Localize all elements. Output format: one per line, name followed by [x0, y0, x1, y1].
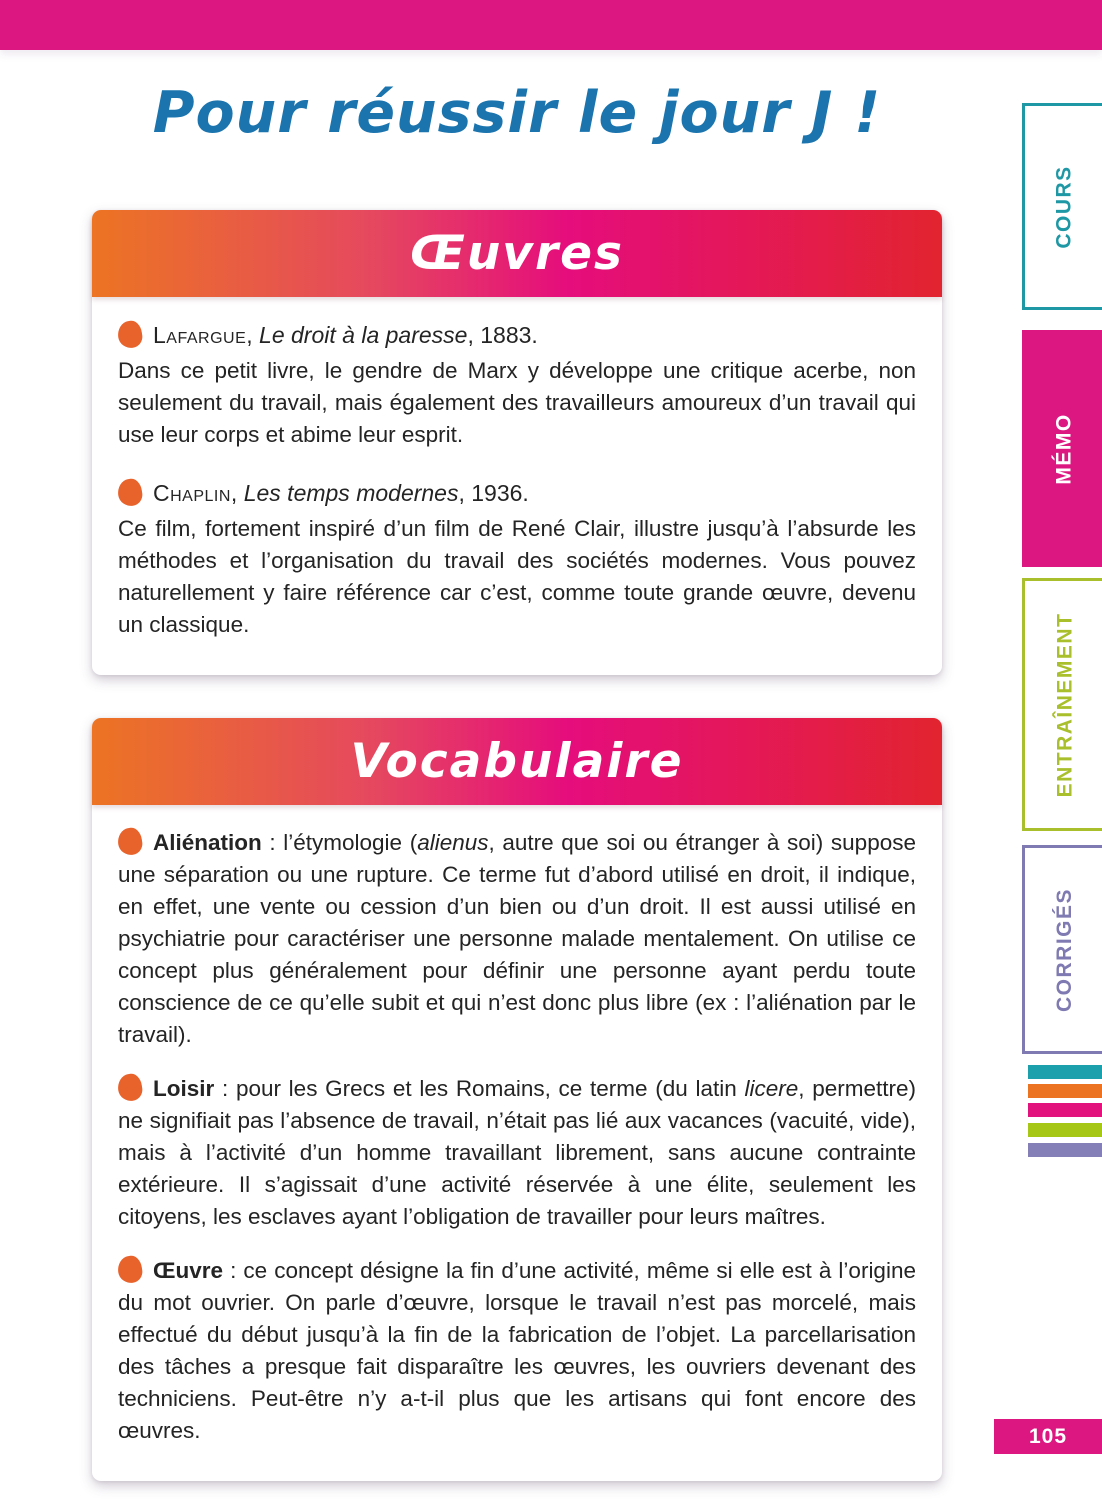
section-vocabulaire-body — [92, 805, 942, 1481]
tab-cours-label: COURS — [1053, 164, 1076, 249]
color-stripe-orange — [1028, 1084, 1102, 1098]
vocab-entry: Loisir : pour les Grecs et les Romains, ce terme (du latin licere, permettre) ne signifiait pas l’absence de travail, n’était pas lié aux vacances (vacuité, vide), mais à l’activité d’un homme travaillant librement, sans aucune contrainte extérieure. Il s’agissait d’une activité réservée à une élite, seulement les citoyens, les esclaves ayant l’obligation de travailler pour leurs maîtres. — [118, 1073, 916, 1233]
tab-entrainement[interactable] — [1022, 578, 1102, 831]
page-number-badge — [994, 1419, 1102, 1454]
section-oeuvres-body — [92, 297, 942, 675]
tab-cours[interactable] — [1022, 103, 1102, 310]
bullet-icon — [116, 826, 144, 856]
color-stripe-magenta — [1028, 1103, 1102, 1117]
bullet-icon — [116, 319, 144, 349]
work-item — [118, 477, 916, 641]
section-oeuvres — [92, 210, 942, 675]
vocab-term: Œuvre — [153, 1258, 224, 1283]
top-accent-bar — [0, 0, 1102, 50]
bullet-icon — [116, 1072, 144, 1102]
work-reference: Chaplin, Les temps modernes, 1936. — [118, 477, 916, 509]
tab-memo-active[interactable] — [1022, 330, 1102, 567]
work-author: Lafargue — [153, 322, 247, 348]
bullet-icon — [116, 1254, 144, 1284]
vocab-latin-word: alienus — [417, 830, 489, 855]
section-oeuvres-banner — [92, 210, 942, 297]
work-description: Dans ce petit livre, le gendre de Marx y développe une critique acerbe, non seulement du travail, mais également des travailleurs amoureux d’un travail qui use leur corps et abime leur esprit. — [118, 358, 916, 447]
vocab-term: Aliénation — [153, 830, 262, 855]
vocab-entry: Aliénation : l’étymologie (alienus, autre que soi ou étranger à soi) suppose une séparation ou une rupture. Ce terme fut d’abord utilisé en droit, il indique, en effet, une vente ou cession d’un bien ou d’un droit. Il est aussi utilisé en psychiatrie pour caractériser une personne malade mentalement. On utilise ce concept plus généralement pour définir une personne ayant perdu toute conscience de ce qu’elle subit et qui n’est donc plus libre (ex : l’aliénation par le travail). — [118, 827, 916, 1051]
bullet-icon — [116, 477, 144, 507]
section-vocabulaire-banner — [92, 718, 942, 805]
section-vocabulaire — [92, 718, 942, 1481]
color-stripe-teal — [1028, 1065, 1102, 1079]
section-oeuvres-title: Œuvres — [410, 226, 624, 281]
work-title: Les temps modernes — [243, 480, 459, 506]
work-title: Le droit à la paresse — [259, 322, 468, 348]
work-description: Ce film, fortement inspiré d’un film de René Clair, illustre jusqu’à l’absurde les méthodes et l’organisation du travail des sociétés modernes. Vous pouvez naturellement y faire référence car c’est, comme toute grande œuvre, devenu un classique. — [118, 516, 916, 637]
tab-entrainement-label: ENTRAÎNEMENT — [1053, 612, 1076, 797]
work-reference: Lafargue, Le droit à la paresse, 1883. — [118, 319, 916, 351]
vocab-entry: Œuvre : ce concept désigne la fin d’une activité, même si elle est à l’origine du mot ouvrier. On parle d’œuvre, lorsque le travail n’est pas morcelé, mais effectué du début jusqu’à la fin de la fabrication de l’objet. La parcellarisation des tâches a presque fait disparaître les œuvres, les ouvriers devenant des techniciens. Peut-être n’y a-t-il plus que les artisans qui font encore des œuvres. — [118, 1255, 916, 1447]
vocab-latin-word: licere — [744, 1076, 799, 1101]
color-stripe-purple — [1028, 1143, 1102, 1157]
page-number: 105 — [1028, 1424, 1068, 1448]
tab-corriges-label: CORRIGÉS — [1053, 887, 1077, 1012]
color-stripe-green — [1028, 1123, 1102, 1137]
section-vocabulaire-title: Vocabulaire — [350, 734, 684, 789]
work-author: Chaplin — [153, 480, 231, 506]
page-title: Pour réussir le jour J ! — [152, 80, 882, 146]
vocab-term: Loisir — [153, 1076, 215, 1101]
work-item — [118, 319, 916, 451]
tab-corriges[interactable] — [1022, 845, 1102, 1054]
tab-memo-label: MÉMO — [1052, 412, 1076, 485]
